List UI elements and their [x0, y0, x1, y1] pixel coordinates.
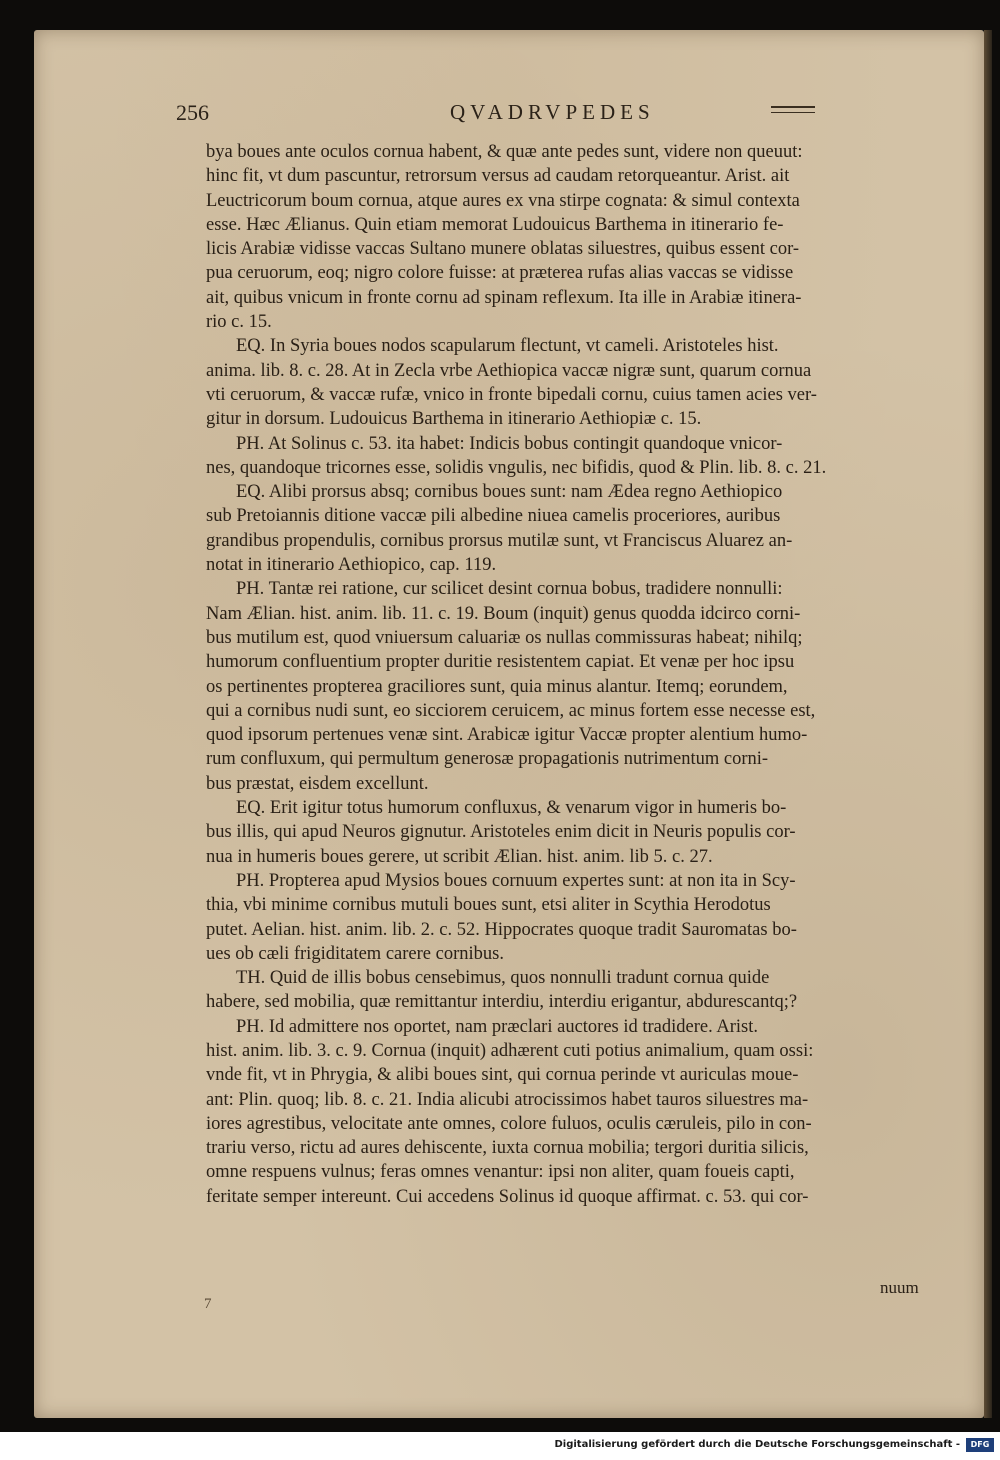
- text-line: PH. Tantæ rei ratione, cur scilicet desint cornua bobus, tradidere nonnulli:: [236, 579, 783, 600]
- text-line: trariu verso, rictu ad aures dehiscente, iuxta cornua mobilia; tergori duritia silicis,: [206, 1138, 809, 1159]
- text-line: rum confluxum, qui permultum generosæ propagationis nutrimentum corni-: [206, 749, 769, 770]
- dfg-logo: DFG: [966, 1438, 994, 1452]
- head-flourish: [771, 106, 815, 113]
- body-text: [206, 140, 952, 1209]
- text-line: licis Arabiæ vidisse vaccas Sultano munere oblatas siluestres, quibus essent cor-: [206, 239, 800, 260]
- text-line: esse. Hæc Ælianus. Quin etiam memorat Ludouicus Barthema in itinerario fe-: [206, 214, 784, 235]
- text-line: bya boues ante oculos cornua habent, & quæ ante pedes sunt, videre non queuut:: [206, 142, 803, 162]
- text-line: thia, vbi minime cornibus mutuli boues sunt, etsi aliter in Scythia Herodotus: [206, 895, 771, 916]
- text-line: gitur in dorsum. Ludouicus Barthema in itinerario Aethiopiæ c. 15.: [206, 409, 702, 430]
- text-line: Leuctricorum boum cornua, atque aures ex vna stirpe cognata: & simul contexta: [206, 190, 800, 211]
- text-line: EQ. Erit igitur totus humorum confluxus, & venarum vigor in humeris bo-: [236, 798, 787, 819]
- text-line: os pertinentes propterea graciliores sunt, quia minus alantur. Itemq; eorundem,: [206, 676, 788, 697]
- text-line: qui a cornibus nudi sunt, eo sicciorem ceruicem, ac minus fortem esse necesse est,: [206, 700, 816, 721]
- text-line: TH. Quid de illis bobus censebimus, quos nonnulli tradunt cornua quide: [236, 968, 770, 989]
- text-line: PH. At Solinus c. 53. ita habet: Indicis bobus contingit quandoque vnicor-: [236, 433, 783, 454]
- text-line: grandibus propendulis, cornibus prorsus mutilæ sunt, vt Franciscus Aluarez an-: [206, 530, 793, 551]
- text-line: putet. Aelian. hist. anim. lib. 2. c. 52. Hippocrates quoque tradit Sauromatas bo-: [206, 919, 797, 940]
- text-line: omne respuens vulnus; feras omnes venantur: ipsi non aliter, quam foueis capti,: [206, 1162, 795, 1183]
- text-line: PH. Id admittere nos oportet, nam præclari auctores id tradidere. Arist.: [236, 1016, 758, 1037]
- text-line: nes, quandoque tricornes esse, solidis vngulis, nec bifidis, quod & Plin. lib. 8. c. 21.: [206, 457, 827, 478]
- text-line: habere, sed mobilia, quæ remittantur interdiu, interdiu erigantur, abdurescantq;?: [206, 992, 798, 1013]
- text-line: vnde fit, vt in Phrygia, & alibi boues sint, qui cornua perinde vt auriculas moue-: [206, 1065, 799, 1086]
- text-line: feritate semper intereunt. Cui accedens Solinus id quoque affirmat. c. 53. qui cor-: [206, 1186, 809, 1207]
- page-number: 256: [176, 100, 209, 125]
- footer-bar: [0, 1432, 1000, 1460]
- text-line: PH. Propterea apud Mysios boues cornuum expertes sunt: at non ita in Scy-: [236, 870, 796, 891]
- dfg-credit-text: Digitalisierung gefördert durch die Deutsche Forschungsgemeinschaft -: [554, 1439, 960, 1450]
- text-line: hist. anim. lib. 3. c. 9. Cornua (inquit) adhærent cuti potius animalium, quam ossi:: [206, 1040, 814, 1061]
- page-header: [176, 100, 796, 130]
- text-line: bus præstat, eisdem excellunt.: [206, 773, 429, 794]
- text-line: bus illis, qui apud Neuros gignutur. Aristoteles enim dicit in Neuris populis cor-: [206, 822, 796, 843]
- text-line: hinc fit, vt dum pascuntur, retrorsum versus ad caudam retorqueantur. Arist. ait: [206, 166, 790, 187]
- text-line: anima. lib. 8. c. 28. At in Zecla vrbe Aethiopica vaccæ nigræ sunt, quarum cornua: [206, 360, 812, 381]
- signature-mark: 7: [204, 1296, 212, 1312]
- text-line: sub Pretoiannis ditione vaccæ pili albedine niuea camelis proceriores, auribus: [206, 506, 781, 527]
- catchword: nuum: [880, 1278, 919, 1297]
- page-edge: [984, 30, 992, 1418]
- text-line: Nam Ælian. hist. anim. lib. 11. c. 19. Boum (inquit) genus quodda idcirco corni-: [206, 603, 801, 624]
- text-line: EQ. In Syria boues nodos scapularum flectunt, vt cameli. Aristoteles hist.: [236, 336, 779, 357]
- running-head: QVADRVPEDES: [450, 100, 655, 124]
- text-line: nua in humeris boues gerere, ut scribit Ælian. hist. anim. lib 5. c. 27.: [206, 846, 713, 867]
- text-line: humorum confluentium propter duritie resistentem capiat. Et venæ per hoc ipsu: [206, 652, 795, 673]
- text-line: quod ipsorum pertenues venæ sint. Arabicæ igitur Vaccæ propter alentium humo-: [206, 725, 808, 746]
- text-line: ant: Plin. quoq; lib. 8. c. 21. India alicubi atrocissimos habet tauros siluestres ma-: [206, 1089, 809, 1110]
- text-line: EQ. Alibi prorsus absq; cornibus boues sunt: nam Ædea regno Aethiopico: [236, 482, 783, 503]
- text-line: bus mutilum est, quod vniuersum caluariæ os nullas commissuras habeat; nihilq;: [206, 627, 803, 648]
- text-line: rio c. 15.: [206, 312, 272, 333]
- text-line: ait, quibus vnicum in fronte cornu ad spinam reflexum. Ita ille in Arabiæ itinera-: [206, 287, 802, 308]
- text-line: ues ob cæli frigiditatem carere cornibus.: [206, 943, 504, 964]
- text-line: iores agrestibus, velocitate ante omnes, colore fuluos, oculis cæruleis, pilo in con-: [206, 1113, 812, 1134]
- text-line: vti ceruorum, & vaccæ rufæ, vnico in fronte bipedali cornu, cuius tamen acies ver-: [206, 384, 817, 405]
- text-line: notat in itinerario Aethiopico, cap. 119.: [206, 555, 497, 576]
- text-line: pua ceruorum, eoq; nigro colore fuisse: at præterea rufas alias vaccas se vidisse: [206, 263, 794, 284]
